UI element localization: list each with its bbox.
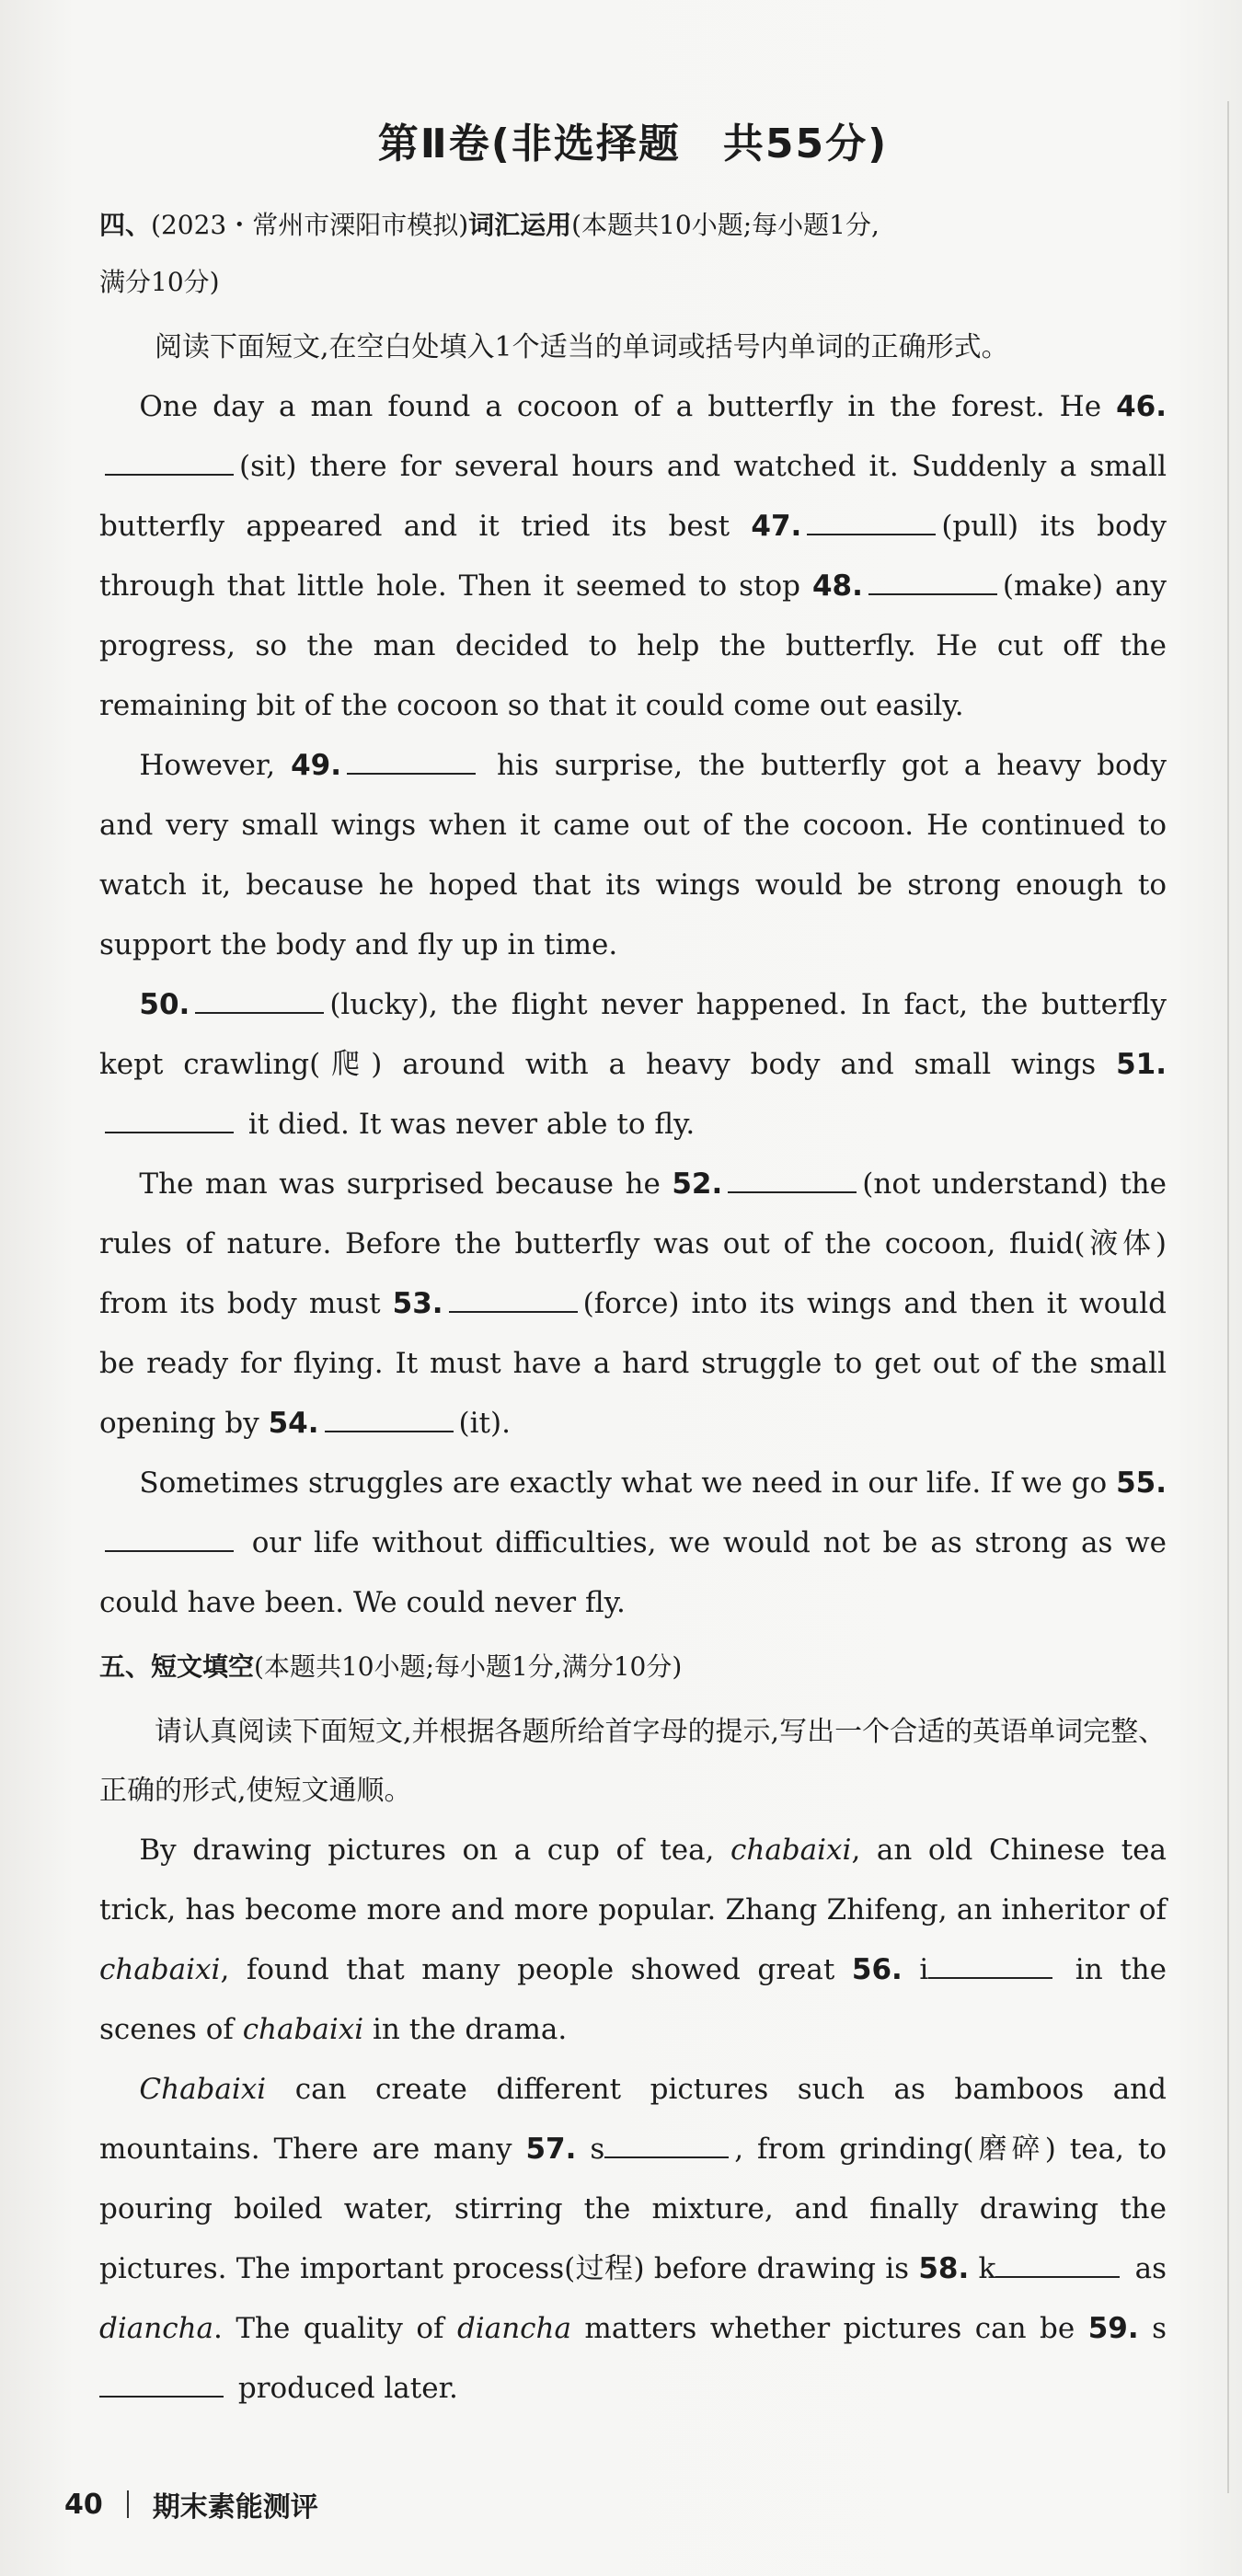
question-number: 52. (672, 1167, 723, 1201)
answer-blank[interactable] (105, 1110, 234, 1133)
passage-text: (not understand) the rules of nature. Before the butterfly was out of the cocoon, fluid(液体) from its body must (99, 1167, 1167, 1320)
section-4-heading (99, 197, 1167, 311)
section-5-passage (99, 1821, 1167, 2419)
passage-text: matters whether pictures can be (570, 2312, 1088, 2345)
passage-text: k (969, 2252, 996, 2285)
answer-blank[interactable] (995, 2254, 1120, 2278)
answer-blank[interactable] (325, 1409, 454, 1432)
passage-text: his surprise, the butterfly got a heavy body and very small wings when it came out of the cocoon. He continued to watch it, because he hoped that its wings would be strong enough to support the body and fly up in time. (99, 749, 1167, 961)
footer-separator (127, 2490, 129, 2518)
question-number: 53. (392, 1287, 443, 1320)
section-4-source: (2023・常州市溧阳市模拟) (151, 210, 469, 240)
answer-blank[interactable] (195, 990, 324, 1014)
passage-paragraph (99, 377, 1167, 736)
question-number: 56. (851, 1953, 903, 1986)
passage-paragraph (99, 2060, 1167, 2419)
passage-text: in the drama. (363, 2013, 568, 2046)
passage-text: Sometimes struggles are exactly what we need in our life. If we go (139, 1466, 1117, 1500)
passage-text: (pull) its body through that little hole. Then it seemed to stop (99, 510, 1167, 603)
page-footer (64, 2484, 318, 2524)
question-number: 55. (1116, 1466, 1167, 1500)
passage-text: as (1125, 2252, 1167, 2285)
answer-blank[interactable] (105, 1528, 234, 1552)
italic-term: diancha (456, 2312, 571, 2345)
answer-blank[interactable] (105, 452, 234, 476)
passage-paragraph (99, 1155, 1167, 1454)
passage-text: can create different pictures such as bamboos and mountains. There are many (99, 2073, 1167, 2166)
section-5-number: 五、 (99, 1651, 152, 1682)
passage-text: (it). (458, 1407, 511, 1440)
passage-paragraph (99, 1821, 1167, 2060)
passage-text: However, (139, 749, 292, 782)
part-title: 第Ⅱ卷(非选择题 共55分) (377, 121, 889, 167)
passage-text: our life without difficulties, we would not be as strong as we could have been. We could never fly. (99, 1526, 1167, 1619)
question-number: 50. (139, 988, 190, 1021)
section-5-name: 短文填空 (151, 1651, 255, 1682)
answer-blank[interactable] (728, 1169, 857, 1193)
section-4-passage (99, 377, 1167, 1633)
answer-blank[interactable] (604, 2134, 729, 2158)
answer-blank[interactable] (347, 751, 476, 775)
passage-text: i (902, 1953, 929, 1986)
answer-blank[interactable] (868, 571, 997, 595)
passage-text: (lucky), the flight never happened. In fact, the butterfly kept crawling(爬) around with a heavy body and small wings (99, 988, 1167, 1081)
question-number: 46. (1116, 390, 1167, 423)
question-number: 47. (751, 510, 802, 543)
section-5-instruction: 请认真阅读下面短文,并根据各题所给首字母的提示,写出一个合适的英语单词完整、正确的形式,使短文通顺。 (99, 1716, 1167, 1807)
section-4-instruction: 阅读下面短文,在空白处填入1个适当的单词或括号内单词的正确形式。 (155, 331, 1009, 363)
section-4-number: 四、 (99, 210, 152, 240)
question-number: 48. (811, 569, 863, 603)
answer-blank[interactable] (807, 512, 936, 535)
passage-text: One day a man found a cocoon of a butterfly in the forest. He (139, 390, 1117, 423)
question-number: 54. (268, 1407, 319, 1440)
italic-term: chabaixi (242, 2013, 364, 2046)
question-number: 49. (291, 749, 341, 782)
passage-text: produced later. (229, 2372, 458, 2405)
passage-paragraph (99, 1454, 1167, 1633)
passage-paragraph (99, 975, 1167, 1155)
book-title: 期末素能测评 (152, 2491, 318, 2524)
section-4-name: 词汇运用 (468, 210, 572, 240)
question-number: 51. (1116, 1048, 1167, 1081)
italic-term: Chabaixi (139, 2073, 267, 2106)
italic-term: chabaixi (730, 1834, 852, 1867)
passage-paragraph (99, 736, 1167, 975)
answer-blank[interactable] (928, 1955, 1052, 1979)
passage-text: By drawing pictures on a cup of tea, (139, 1834, 730, 1867)
passage-text: s (576, 2133, 605, 2166)
section-5-heading (99, 1639, 1167, 1696)
section-4-rules-line1: (本题共10小题;每小题1分, (571, 210, 880, 240)
passage-text: , found that many people showed great (220, 1953, 852, 1986)
section-4-rules-line2: 满分10分) (99, 267, 220, 297)
answer-blank[interactable] (99, 2374, 224, 2398)
page-number: 40 (64, 2488, 103, 2521)
question-number: 59. (1087, 2312, 1139, 2345)
question-number: 58. (918, 2252, 970, 2285)
passage-text: (sit) there for several hours and watched it. Suddenly a small butterfly appeared and it tried its best (99, 450, 1167, 543)
passage-text: it died. It was never able to fly. (239, 1108, 696, 1141)
passage-text: in the scenes of (99, 1953, 1167, 2046)
passage-text: (make) any progress, so the man decided to help the butterfly. He cut off the remaining bit of the cocoon so that it could come out easily. (99, 569, 1167, 722)
answer-blank[interactable] (449, 1289, 578, 1313)
section-5-rules: (本题共10小题;每小题1分,满分10分) (254, 1651, 683, 1682)
italic-term: chabaixi (99, 1953, 221, 1986)
passage-text: , an old Chinese tea trick, has become more and more popular. Zhang Zhifeng, an inheritor of (99, 1834, 1167, 1926)
page-content (99, 110, 1167, 2419)
page-edge-line (1227, 101, 1229, 2493)
passage-text: . The quality of (213, 2312, 457, 2345)
italic-term: diancha (99, 2312, 214, 2345)
passage-text: s (1138, 2312, 1167, 2345)
question-number: 57. (525, 2133, 577, 2166)
passage-text: (force) into its wings and then it would be ready for flying. It must have a hard struggle to get out of the small opening by (99, 1287, 1167, 1440)
passage-text: The man was surprised because he (139, 1167, 673, 1201)
passage-text: , from grinding(磨碎) tea, to pouring boiled water, stirring the mixture, and finally drawing the pictures. The important process(过程) before drawing is (99, 2133, 1167, 2285)
